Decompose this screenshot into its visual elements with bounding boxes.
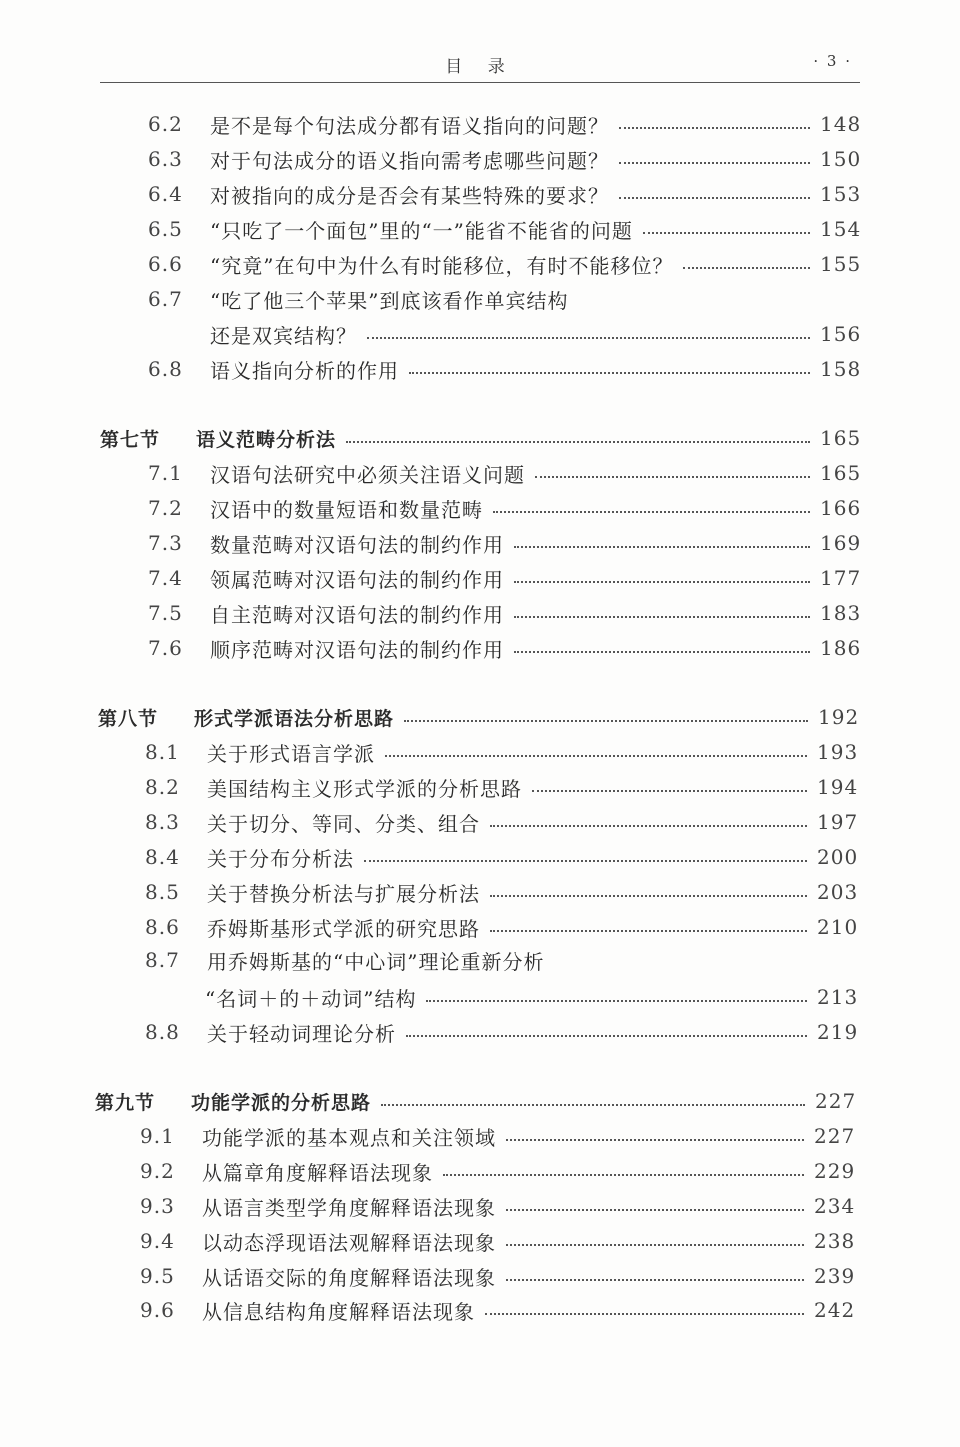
- entry-page: 177: [820, 566, 862, 590]
- toc-entry[interactable]: [148, 177, 860, 211]
- toc-section-heading[interactable]: [100, 421, 860, 455]
- toc-section-heading[interactable]: [95, 1084, 855, 1118]
- leader-dots: [619, 162, 810, 164]
- entry-title: 对被指向的成分是否会有某些特殊的要求？: [210, 183, 609, 208]
- entry-title: 对于句法成分的语义指向需考虑哪些问题？: [210, 148, 609, 173]
- entry-title: 数量范畴对汉语句法的制约作用: [210, 532, 504, 557]
- entry-title: 从语言类型学角度解释语法现象: [202, 1195, 496, 1220]
- entry-page: 213: [817, 985, 859, 1009]
- leader-dots: [406, 1035, 807, 1037]
- leader-dots: [443, 1174, 804, 1176]
- entry-title: 功能学派的基本观点和关注领域: [202, 1125, 496, 1150]
- toc-entry[interactable]: [148, 282, 860, 316]
- entry-number: 9.3: [140, 1194, 175, 1218]
- toc-entry[interactable]: [148, 212, 860, 246]
- entry-title: 是不是每个句法成分都有语义指向的问题？: [210, 113, 609, 138]
- leader-dots: [506, 1139, 804, 1141]
- entry-title: 以动态浮现语法观解释语法现象: [202, 1230, 496, 1255]
- header-page-number: · 3 ·: [813, 52, 852, 70]
- entry-title: 汉语中的数量短语和数量范畴: [210, 497, 483, 522]
- leader-dots: [404, 720, 808, 722]
- entry-number: 9.1: [140, 1124, 175, 1148]
- toc-entry[interactable]: [148, 526, 860, 560]
- leader-dots: [514, 581, 810, 583]
- entry-page: 165: [820, 461, 862, 485]
- leader-dots: [506, 1209, 804, 1211]
- entry-title: 从话语交际的角度解释语法现象: [202, 1265, 496, 1290]
- entry-title: 关于切分、等同、分类、组合: [207, 811, 480, 836]
- entry-number: 6.7: [148, 287, 183, 311]
- toc-entry[interactable]: [145, 805, 857, 839]
- entry-number: 9.4: [140, 1229, 175, 1253]
- entry-number: 9.6: [140, 1298, 175, 1322]
- toc-entry[interactable]: [145, 910, 857, 944]
- entry-number: 7.1: [148, 461, 183, 485]
- header-title: 目 录: [445, 57, 515, 77]
- leader-dots: [514, 546, 810, 548]
- leader-dots: [683, 267, 810, 269]
- entry-page: 150: [820, 147, 862, 171]
- entry-title: 关于形式语言学派: [207, 741, 375, 766]
- entry-title: “只吃了一个面包”里的“一”能省不能省的问题: [210, 218, 633, 243]
- leader-dots: [385, 755, 807, 757]
- leader-dots: [535, 476, 810, 478]
- entry-page: 154: [820, 217, 862, 241]
- leader-dots: [381, 1104, 805, 1106]
- entry-number: 8.3: [145, 810, 180, 834]
- toc-entry-continuation[interactable]: [205, 980, 857, 1014]
- leader-dots: [619, 127, 810, 129]
- entry-number: 8.8: [145, 1020, 180, 1044]
- section-label: 第八节: [98, 707, 159, 730]
- entry-number: 6.2: [148, 112, 183, 136]
- toc-entry[interactable]: [148, 456, 860, 490]
- leader-dots: [506, 1279, 804, 1281]
- toc-entry[interactable]: [145, 1015, 857, 1049]
- toc-entry[interactable]: [148, 142, 860, 176]
- toc-entry[interactable]: [140, 1154, 854, 1188]
- leader-dots: [493, 511, 810, 513]
- entry-number: 7.3: [148, 531, 183, 555]
- entry-title: 美国结构主义形式学派的分析思路: [207, 776, 522, 801]
- entry-number: 7.5: [148, 601, 183, 625]
- toc-entry[interactable]: [145, 840, 857, 874]
- toc-entry[interactable]: [148, 107, 860, 141]
- toc-entry[interactable]: [145, 770, 857, 804]
- entry-number: 6.8: [148, 357, 183, 381]
- entry-number: 8.7: [145, 948, 180, 972]
- entry-title: 语义指向分析的作用: [210, 358, 399, 383]
- entry-page: 186: [820, 636, 862, 660]
- entry-number: 6.6: [148, 252, 183, 276]
- entry-number: 8.1: [145, 740, 180, 764]
- entry-title: “吃了他三个苹果”到底该看作单宾结构: [210, 288, 569, 313]
- entry-title: 顺序范畴对汉语句法的制约作用: [210, 637, 504, 662]
- entry-page: 203: [817, 880, 859, 904]
- leader-dots: [532, 790, 807, 792]
- leader-dots: [490, 825, 807, 827]
- entry-page: 158: [820, 357, 862, 381]
- toc-entry[interactable]: [140, 1189, 854, 1223]
- entry-number: 6.4: [148, 182, 183, 206]
- toc-entry[interactable]: [148, 631, 860, 665]
- leader-dots: [426, 1000, 807, 1002]
- entry-page: 200: [817, 845, 859, 869]
- leader-dots: [490, 895, 807, 897]
- toc-section-heading[interactable]: [98, 700, 858, 734]
- toc-entry[interactable]: [148, 596, 860, 630]
- leader-dots: [643, 232, 810, 234]
- entry-page: 156: [820, 322, 862, 346]
- entry-number: 8.5: [145, 880, 180, 904]
- leader-dots: [619, 197, 810, 199]
- entry-number: 6.3: [148, 147, 183, 171]
- entry-page: 234: [814, 1194, 856, 1218]
- section-page: 165: [820, 426, 862, 450]
- leader-dots: [506, 1244, 804, 1246]
- entry-title: 关于分布分析法: [207, 846, 354, 871]
- section-title: 形式学派语法分析思路: [194, 707, 395, 730]
- entry-number: 9.5: [140, 1264, 175, 1288]
- section-page: 227: [815, 1089, 857, 1113]
- entry-title: 乔姆斯基形式学派的研究思路: [207, 916, 480, 941]
- toc-entry[interactable]: [140, 1119, 854, 1153]
- entry-number: 8.4: [145, 845, 180, 869]
- entry-page: 210: [817, 915, 859, 939]
- entry-title-continued: “名词＋的＋动词”结构: [205, 986, 417, 1011]
- entry-number: 9.2: [140, 1159, 175, 1183]
- toc-entry[interactable]: [148, 491, 860, 525]
- entry-title: 自主范畴对汉语句法的制约作用: [210, 602, 504, 627]
- leader-dots: [346, 441, 810, 443]
- entry-number: 8.6: [145, 915, 180, 939]
- entry-number: 6.5: [148, 217, 183, 241]
- section-label: 第七节: [100, 428, 161, 451]
- entry-title: 用乔姆斯基的“中心词”理论重新分析: [207, 949, 545, 974]
- entry-page: 153: [820, 182, 862, 206]
- entry-title: 关于轻动词理论分析: [207, 1021, 396, 1046]
- entry-number: 7.4: [148, 566, 183, 590]
- entry-page: 148: [820, 112, 862, 136]
- section-title: 功能学派的分析思路: [191, 1091, 372, 1114]
- entry-page: 166: [820, 496, 862, 520]
- toc-entry[interactable]: [148, 247, 860, 281]
- toc-entry[interactable]: [145, 943, 857, 977]
- leader-dots: [364, 860, 807, 862]
- entry-page: 193: [817, 740, 859, 764]
- entry-title-continued: 还是双宾结构？: [210, 323, 357, 348]
- entry-number: 8.2: [145, 775, 180, 799]
- toc-entry[interactable]: [140, 1259, 854, 1293]
- entry-page: 219: [817, 1020, 859, 1044]
- section-title: 语义范畴分析法: [196, 428, 337, 451]
- toc-entry[interactable]: [140, 1224, 854, 1258]
- leader-dots: [514, 651, 810, 653]
- entry-page: 227: [814, 1124, 856, 1148]
- entry-page: 194: [817, 775, 859, 799]
- entry-page: 239: [814, 1264, 856, 1288]
- entry-page: 238: [814, 1229, 856, 1253]
- leader-dots: [514, 616, 810, 618]
- leader-dots: [367, 337, 810, 339]
- section-page: 192: [818, 705, 860, 729]
- entry-title: 关于替换分析法与扩展分析法: [207, 881, 480, 906]
- section-label: 第九节: [95, 1091, 156, 1114]
- running-header: [100, 48, 860, 83]
- entry-number: 7.6: [148, 636, 183, 660]
- entry-page: 183: [820, 601, 862, 625]
- entry-page: 197: [817, 810, 859, 834]
- entry-page: 229: [814, 1159, 856, 1183]
- toc-entry[interactable]: [140, 1293, 854, 1327]
- entry-page: 169: [820, 531, 862, 555]
- leader-dots: [490, 930, 807, 932]
- entry-number: 7.2: [148, 496, 183, 520]
- toc-entry[interactable]: [148, 561, 860, 595]
- entry-title: 从篇章角度解释语法现象: [202, 1160, 433, 1185]
- toc-entry[interactable]: [145, 875, 857, 909]
- entry-title: 汉语句法研究中必须关注语义问题: [210, 462, 525, 487]
- entry-title: “究竟”在句中为什么有时能移位，有时不能移位？: [210, 253, 674, 278]
- entry-page: 155: [820, 252, 862, 276]
- toc-entry[interactable]: [148, 352, 860, 386]
- entry-title: 从信息结构角度解释语法现象: [202, 1299, 475, 1324]
- toc-entry-continuation[interactable]: [210, 317, 860, 351]
- leader-dots: [409, 372, 810, 374]
- entry-page: 242: [814, 1298, 856, 1322]
- toc-entry[interactable]: [145, 735, 857, 769]
- leader-dots: [485, 1313, 804, 1315]
- entry-title: 领属范畴对汉语句法的制约作用: [210, 567, 504, 592]
